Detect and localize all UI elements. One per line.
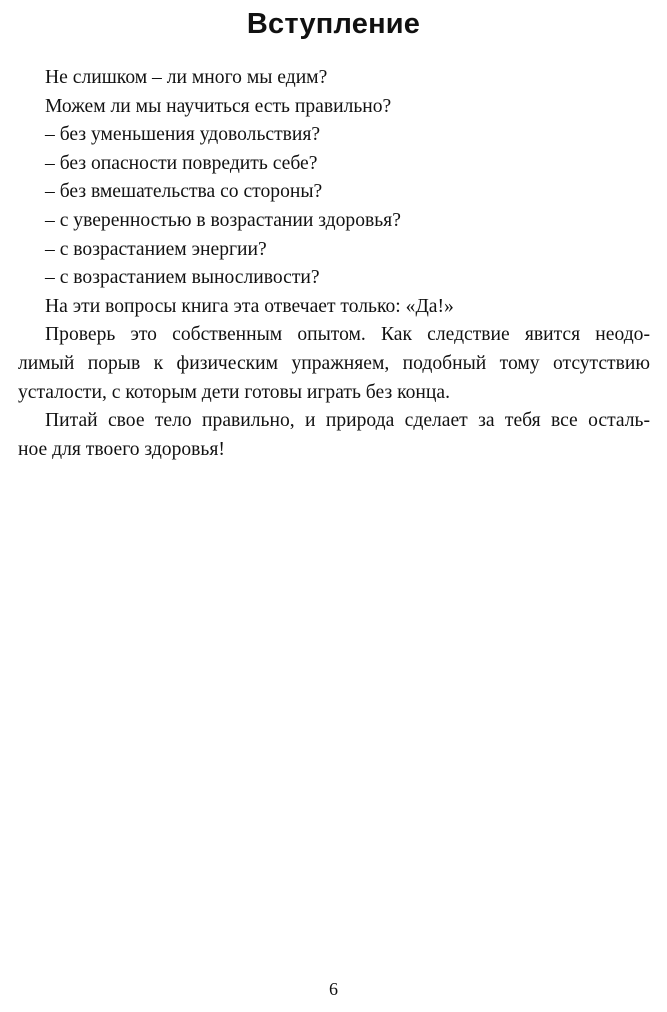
body-text — [18, 64, 650, 464]
text-line: – без опасности повредить себе? — [45, 152, 318, 174]
page-number: 6 — [329, 979, 338, 999]
paragraph-2-line: Питай свое тело правильно, и природа сделает за тебя все осталь- — [45, 410, 650, 432]
text-line: – с уверенностью в возрастании здоровья? — [45, 209, 401, 231]
text-line: На эти вопросы книга эта отвечает только: «Да!» — [45, 295, 454, 317]
text-line: Не слишком – ли много мы едим? — [45, 67, 328, 88]
paragraph-1-line: усталости, с которым дети готовы играть без конца. — [18, 381, 450, 403]
text-line: – без уменьшения удовольствия? — [45, 124, 321, 146]
paragraph-1-line: Проверь это собственным опытом. Как следствие явится неодо- — [45, 324, 650, 346]
text-line: – с возрастанием выносливости? — [45, 267, 320, 289]
paragraph-2-line: ное для твоего здоровья! — [18, 438, 225, 460]
text-line: – с возрастанием энергии? — [45, 238, 267, 260]
text-line: Можем ли мы научиться есть правильно? — [45, 95, 392, 117]
paragraph-1-line: лимый порыв к физическим упражняем, подобный тому отсутствию — [18, 352, 650, 374]
text-line: – без вмешательства со стороны? — [45, 181, 323, 203]
page-title: Вступление — [246, 8, 421, 40]
